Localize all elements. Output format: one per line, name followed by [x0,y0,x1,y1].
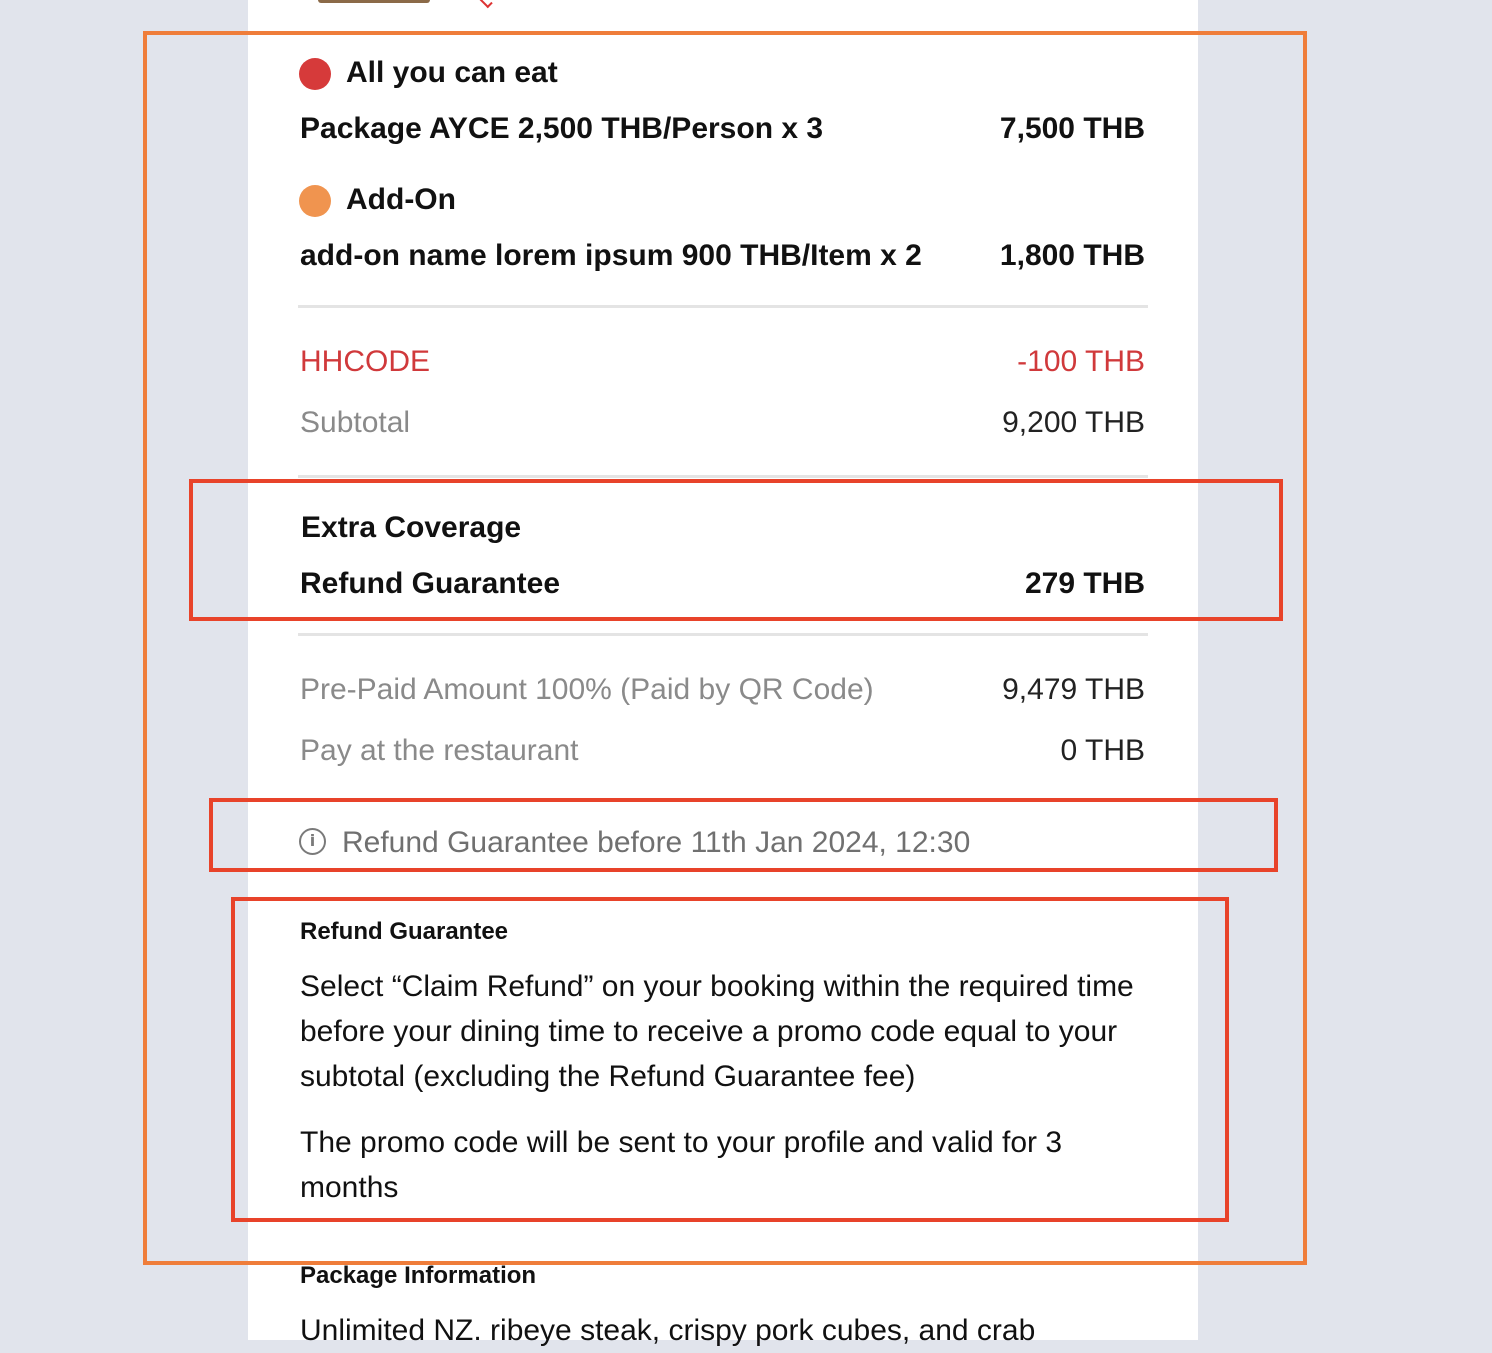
ayce-dot-icon [299,58,331,90]
divider [298,633,1148,636]
refund-info-paragraph-2: The promo code will be sent to your profile and valid for 3 months [300,1126,1063,1204]
restaurant-image-edge [318,0,430,3]
refund-guarantee-label: Refund Guarantee [300,567,561,600]
divider [298,475,1148,478]
prepaid-label: Pre-Paid Amount 100% (Paid by QR Code) [300,673,874,706]
addon-dot-icon [299,185,331,217]
discount-amount: -100 THB [1017,345,1145,378]
addon-line-amount: 1,800 THB [999,239,1145,272]
pay-at-restaurant-label: Pay at the restaurant [300,734,579,767]
refund-guarantee-amount: 279 THB [1024,567,1145,600]
refund-deadline-notice: Refund Guarantee before 11th Jan 2024, 12:30 [342,826,971,859]
subtotal-amount: 9,200 THB [1002,406,1145,439]
subtotal-label: Subtotal [300,406,411,439]
extra-coverage-title: Extra Coverage [301,511,522,544]
ayce-section-title: All you can eat [346,56,558,89]
ayce-line-label: Package AYCE 2,500 THB/Person x 3 [300,112,824,145]
refund-info-paragraph-1: Select “Claim Refund” on your booking within the required time before your dining time to receive a promo code equal to your subtotal (excluding the Refund Guarantee fee) [300,970,1134,1093]
info-circle-icon: i [299,828,326,855]
prepaid-amount: 9,479 THB [1002,673,1145,706]
refund-info-heading: Refund Guarantee [300,918,509,945]
addon-section-title: Add-On [346,183,456,216]
addon-line-label: add-on name lorem ipsum 900 THB/Item x 2 [300,239,922,272]
package-info-text: Unlimited NZ. ribeye steak, crispy pork cubes, and crab [300,1314,1036,1347]
divider [298,305,1148,308]
discount-code: HHCODE [300,345,431,378]
pay-at-restaurant-amount: 0 THB [1060,734,1145,767]
ayce-line-amount: 7,500 THB [999,112,1145,145]
package-info-heading: Package Information [300,1262,537,1289]
